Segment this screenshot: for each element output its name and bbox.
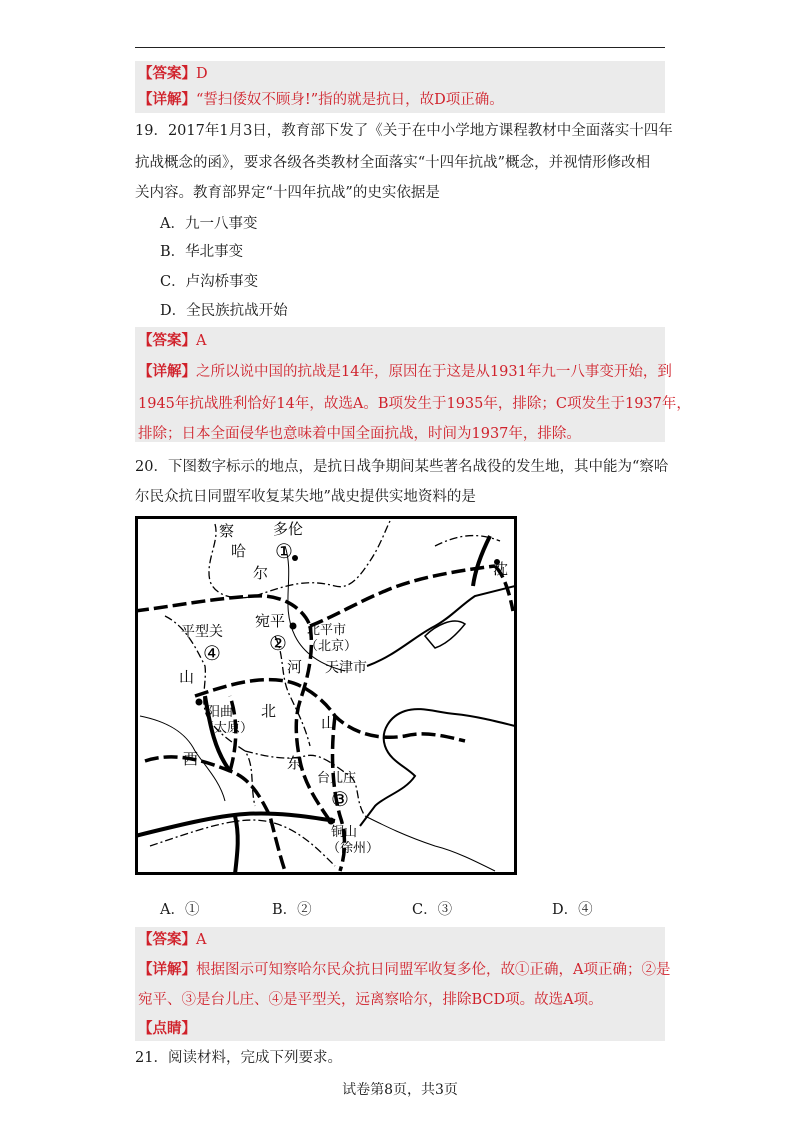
q20-answer: 【答案】A bbox=[138, 931, 207, 948]
label-duolun: 多伦 bbox=[273, 520, 304, 538]
q19-detail-line: 排除；日本全面侵华也意味着中国全面抗战，时间为1937年，排除。 bbox=[138, 426, 581, 442]
answer-block-q20 bbox=[135, 927, 665, 1041]
q21-stem: 21．阅读材料，完成下列要求。 bbox=[135, 1050, 342, 1066]
label-bei: 北 bbox=[261, 702, 277, 720]
label-taiyuan: （太原） bbox=[201, 721, 254, 736]
q20-detail-line: 宛平、③是台儿庄、④是平型关，远离察哈尔，排除BCD项。故选A项。 bbox=[138, 992, 603, 1008]
q20-stem-line: 尔民众抗日同盟军收复某失地”战史提供实地资料的是 bbox=[135, 489, 476, 505]
q19-option-c: C．卢沟桥事变 bbox=[160, 274, 259, 290]
marker-4: ④ bbox=[203, 641, 221, 665]
q19-option-a: A．九一八事变 bbox=[160, 216, 258, 232]
label-tianjin: 天津市 bbox=[325, 660, 367, 676]
marker-2: ② bbox=[269, 631, 287, 655]
q20-comment-tag: 【点睛】 bbox=[138, 1020, 196, 1037]
label-wanping: 宛平 bbox=[255, 612, 286, 630]
q19-answer: 【答案】A bbox=[138, 332, 207, 349]
q19-option-d: D．全民族抗战开始 bbox=[160, 303, 288, 319]
label-er: 尔 bbox=[253, 564, 269, 582]
q20-detail-line: 【详解】根据图示可知察哈尔民众抗日同盟军收复多伦，故①正确，A项正确；②是 bbox=[138, 961, 671, 978]
marker-3: ③ bbox=[331, 787, 349, 811]
label-dong: 东 bbox=[287, 754, 303, 772]
q20-choice-c: C．③ bbox=[412, 902, 453, 918]
prev-answer: 【答案】D bbox=[138, 65, 208, 82]
page-footer: 试卷第8页，共3页 bbox=[342, 1082, 458, 1098]
label-cha: 察 bbox=[219, 522, 235, 540]
q19-stem-line: 关内容。教育部界定“十四年抗战”的史实依据是 bbox=[135, 185, 440, 201]
label-yangqu: 阳曲 bbox=[207, 705, 234, 720]
label-xi: 西 bbox=[183, 750, 199, 768]
label-beiping: 北平市 bbox=[307, 623, 347, 638]
q20-choice-d: D．④ bbox=[552, 902, 593, 918]
q19-stem-line: 抗战概念的函》，要求各级各类教材全面落实“十四年抗战”概念，并视情形修改相 bbox=[135, 155, 651, 171]
label-he: 河 bbox=[287, 658, 303, 676]
q19-detail-line: 【详解】之所以说中国的抗战是14年，原因在于这是从1931年九一八事变开始，到 bbox=[138, 363, 672, 380]
label-shan-2: 山 bbox=[321, 714, 337, 732]
label-taierzhuang: 台儿庄 bbox=[317, 771, 357, 786]
q20-stem-line: 20．下图数字标示的地点，是抗日战争期间某些著名战役的发生地，其中能为“察哈 bbox=[135, 459, 669, 475]
q20-choice-a: A．① bbox=[160, 902, 200, 918]
label-beijing: （北京） bbox=[305, 639, 358, 654]
header-rule bbox=[135, 47, 665, 48]
q19-option-b: B．华北事变 bbox=[160, 244, 244, 260]
battle-map bbox=[135, 516, 517, 875]
q19-detail-line: 1945年抗战胜利恰好14年，故选A。B项发生于1935年，排除；C项发生于1937年， bbox=[138, 396, 691, 412]
marker-1: ① bbox=[275, 539, 293, 563]
label-tongshan: 铜山 bbox=[331, 825, 358, 840]
label-xuzhou: （徐州） bbox=[327, 841, 380, 856]
label-shan-1: 山 bbox=[179, 668, 195, 686]
label-ha: 哈 bbox=[231, 542, 247, 560]
prev-detail: 【详解】“誓扫倭奴不顾身!”指的就是抗日，故D项正确。 bbox=[138, 91, 504, 108]
label-pingxingguan: 平型关 bbox=[181, 624, 223, 640]
label-shen: 沈 bbox=[493, 560, 509, 578]
q20-choice-b: B．② bbox=[272, 902, 312, 918]
q19-stem-line: 19．2017年1月3日，教育部下发了《关于在中小学地方课程教材中全面落实十四年 bbox=[135, 123, 673, 139]
